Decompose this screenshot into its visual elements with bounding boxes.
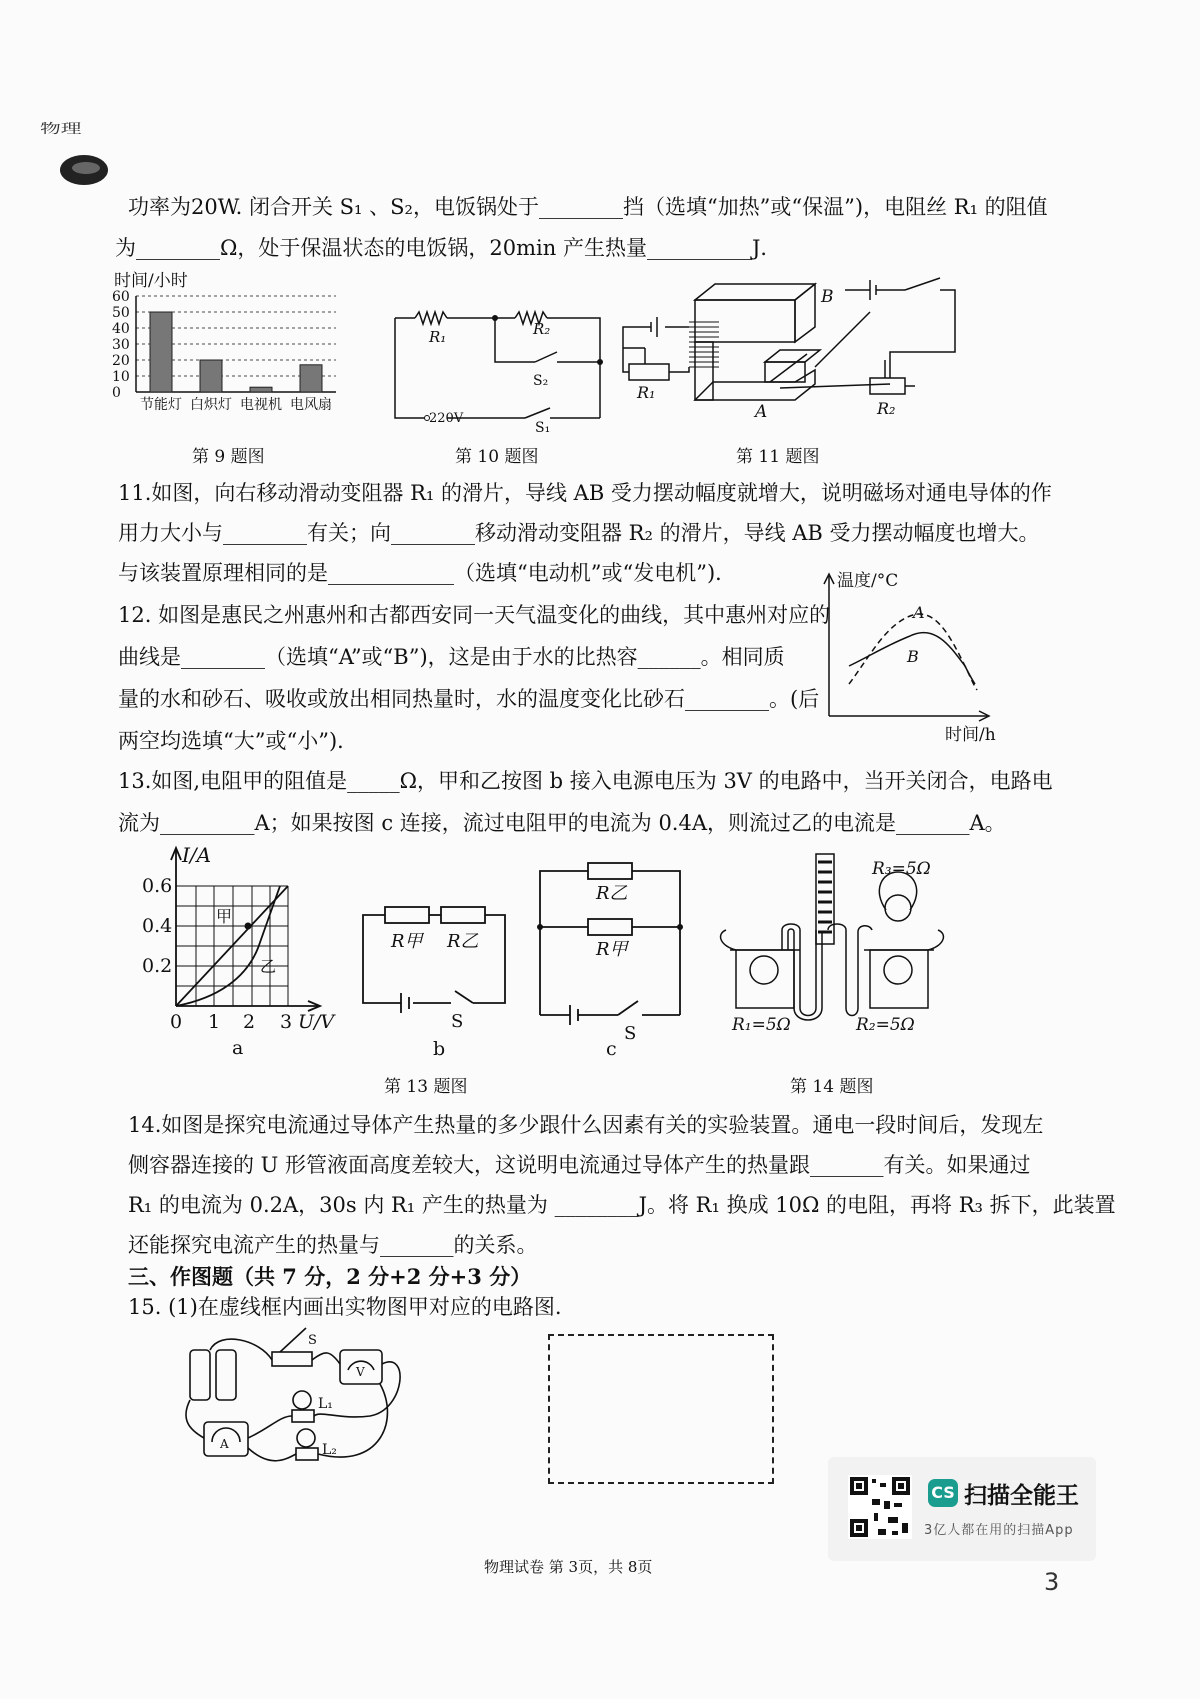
q11-line-3: 与该装置原理相同的是____________（选填“电动机”或“发电机”)． [118,561,737,585]
fig13a-ylabel: I/A [182,843,212,867]
fig14-r3: R₃=5Ω [872,859,931,879]
fig15-label-a: A [220,1437,229,1451]
q12-line-4: 两空均选填“大”或“小”)． [118,729,359,753]
scanner-subtitle: 3亿人都在用的扫描App [924,1523,1074,1538]
fig9-ytick-label: 10 [112,369,130,385]
fig13c-parallel-circuit [530,855,700,1065]
q13-line-1: 13.如图,电阻甲的阻值是_____Ω，甲和乙按图 b 接入电源电压为 3V 的电路中，当开关闭合，电路电 [118,769,1053,793]
fig13a-label-yi: 乙 [260,957,277,976]
fig10-s1: S₁ [535,420,551,435]
qr-code-icon [848,1475,912,1539]
fig10-caption: 第 10 题图 [455,447,539,467]
fig9-bar [300,365,322,392]
fig13a-ytick-06: 0.6 [142,875,173,897]
answer-dashed-box[interactable] [548,1334,774,1484]
fig13c-rjia: R甲 [596,939,628,960]
fig13a-iu-graph [128,838,348,1068]
fig9-bar [250,387,272,392]
fig13c-ryi: R乙 [596,883,628,904]
q11-line-1: 11.如图，向右移动滑动变阻器 R₁ 的滑片，导线 AB 受力摆动幅度就增大，说明磁场对通电导体的作 [118,481,1052,505]
fig9-bar [150,312,172,392]
fig15-label-l2: L₂ [322,1442,337,1458]
fig9-category-label: 白炽灯 [190,397,232,413]
q12-line-2: 曲线是________（选填“A”或“B”)，这是由于水的比热容______。相同质 [118,645,785,669]
fig11-r2: R₂ [877,399,896,418]
fig13c-caption: c [606,1038,617,1060]
fig11-apparatus [615,272,975,437]
fig11-caption: 第 11 题图 [736,447,820,467]
fig9-ytick-label: 30 [112,337,130,353]
q14-line-1: 14.如图是探究电流通过导体产生热量的多少跟什么因素有关的实验装置。通电一段时间后，发现左 [128,1113,1044,1137]
q10-line-1: 功率为20W. 闭合开关 S₁ 、S₂，电饭锅处于________挡（选填“加热”或“保温”)，电阻丝 R₁ 的阻值 [128,195,1048,219]
fig13a-xtick-2: 2 [243,1011,256,1033]
fig13b-rjia: R甲 [391,931,423,952]
fig15-label-s: S [308,1333,317,1348]
q14-line-2: 侧容器连接的 U 形管液面高度差较大，这说明电流通过导体产生的热量跟_______有关。如果通过 [128,1153,1031,1177]
fig10-r2: R₂ [533,320,551,338]
fig10-s2: S₂ [533,373,549,389]
fig9-category-label: 节能灯 [140,397,182,413]
fig13a-xlabel: U/V [298,1011,335,1033]
fig13-caption: 第 13 题图 [384,1077,468,1097]
fig11-r1: R₁ [637,383,656,402]
fig15-object-circuit [180,1320,410,1480]
fig13b-series-circuit [355,895,515,1065]
scanner-logo-icon: CS [928,1479,958,1507]
fig13a-xtick-1: 1 [208,1011,221,1033]
q12-line-3: 量的水和砂石、吸收或放出相同热量时，水的温度变化比砂石________。(后 [118,687,820,711]
fig15-label-v: V [356,1365,365,1379]
q11-line-2: 用力大小与________有关；向________移动滑动变阻器 R₂ 的滑片，导线 AB 受力摆动幅度也增大。 [118,521,1040,545]
fig12-label-b: B [907,647,919,666]
fig13b-ryi: R乙 [447,931,479,952]
fig10-r1: R₁ [429,328,447,346]
binding-hole-mark [58,150,114,190]
q14-line-3: R₁ 的电流为 0.2A，30s 内 R₁ 产生的热量为 ________J。将 R₁ 换成 10Ω 的电阻，再将 R₃ 拆下，此装置 [128,1193,1116,1217]
section-3-heading: 三、作图题（共 7 分，2 分+2 分+3 分） [128,1264,532,1289]
fig9-ytick-label: 50 [112,305,130,321]
scanner-badge [828,1457,1096,1561]
fig12-ylabel: 温度/°C [837,571,899,591]
page-number: 3 [1044,1568,1060,1596]
fig13a-label-jia: 甲 [216,907,233,926]
fig11-label-b: B [821,287,834,307]
fig13a-caption: a [232,1037,244,1059]
fig9-caption: 第 9 题图 [192,447,265,467]
fig9-ytick-label: 40 [112,321,130,337]
q14-line-4: 还能探究电流产生的热量与_______的关系。 [128,1233,538,1257]
fig14-heat-apparatus [712,850,952,1045]
fig10-circuit [385,300,610,435]
fig15-label-l1: L₁ [318,1396,333,1412]
q13-line-2: 流为_________A；如果按图 c 连接，流过电阻甲的电流为 0.4A，则流过乙的电流是_______A。 [118,811,1006,835]
header-mark: 物理 [40,122,82,137]
fig9-bar [200,360,222,392]
fig9-ytick-label: 20 [112,353,130,369]
fig10-v: 220V [429,411,464,426]
fig12-xlabel: 时间/h [945,725,996,745]
fig13c-s: S [624,1023,637,1044]
fig14-r2: R₂=5Ω [856,1015,915,1035]
fig11-label-a: A [755,402,768,422]
fig14-r1: R₁=5Ω [732,1015,791,1035]
fig9-ytick-label: 0 [112,385,121,401]
q10-line-2: 为________Ω，处于保温状态的电饭锅，20min 产生热量__________J． [115,236,782,260]
fig13b-s: S [451,1011,464,1032]
q15-prompt: 15. (1)在虚线框内画出实物图甲对应的电路图. [128,1295,562,1319]
fig13a-ytick-02: 0.2 [142,955,173,977]
fig9-ylabel: 时间/小时 [114,271,188,291]
fig9-category-label: 电视机 [240,397,282,413]
fig13b-caption: b [433,1038,446,1060]
fig13a-ytick-04: 0.4 [142,915,173,937]
fig14-caption: 第 14 题图 [790,1077,874,1097]
fig13a-xtick-3: 3 [280,1011,293,1033]
q12-line-1: 12. 如图是惠民之州惠州和古都西安同一天气温变化的曲线，其中惠州对应的 [118,603,831,627]
fig12-label-a: A [913,603,925,622]
fig9-bar-chart [108,268,348,418]
fig9-ytick-label: 60 [112,289,130,305]
fig13a-xtick-0: 0 [170,1011,183,1033]
fig12-temperature-graph [815,566,1015,750]
scanner-title: 扫描全能王 [964,1483,1079,1509]
page-footer: 物理试卷 第 3页，共 8页 [484,1558,653,1576]
fig9-category-label: 电风扇 [290,397,332,413]
